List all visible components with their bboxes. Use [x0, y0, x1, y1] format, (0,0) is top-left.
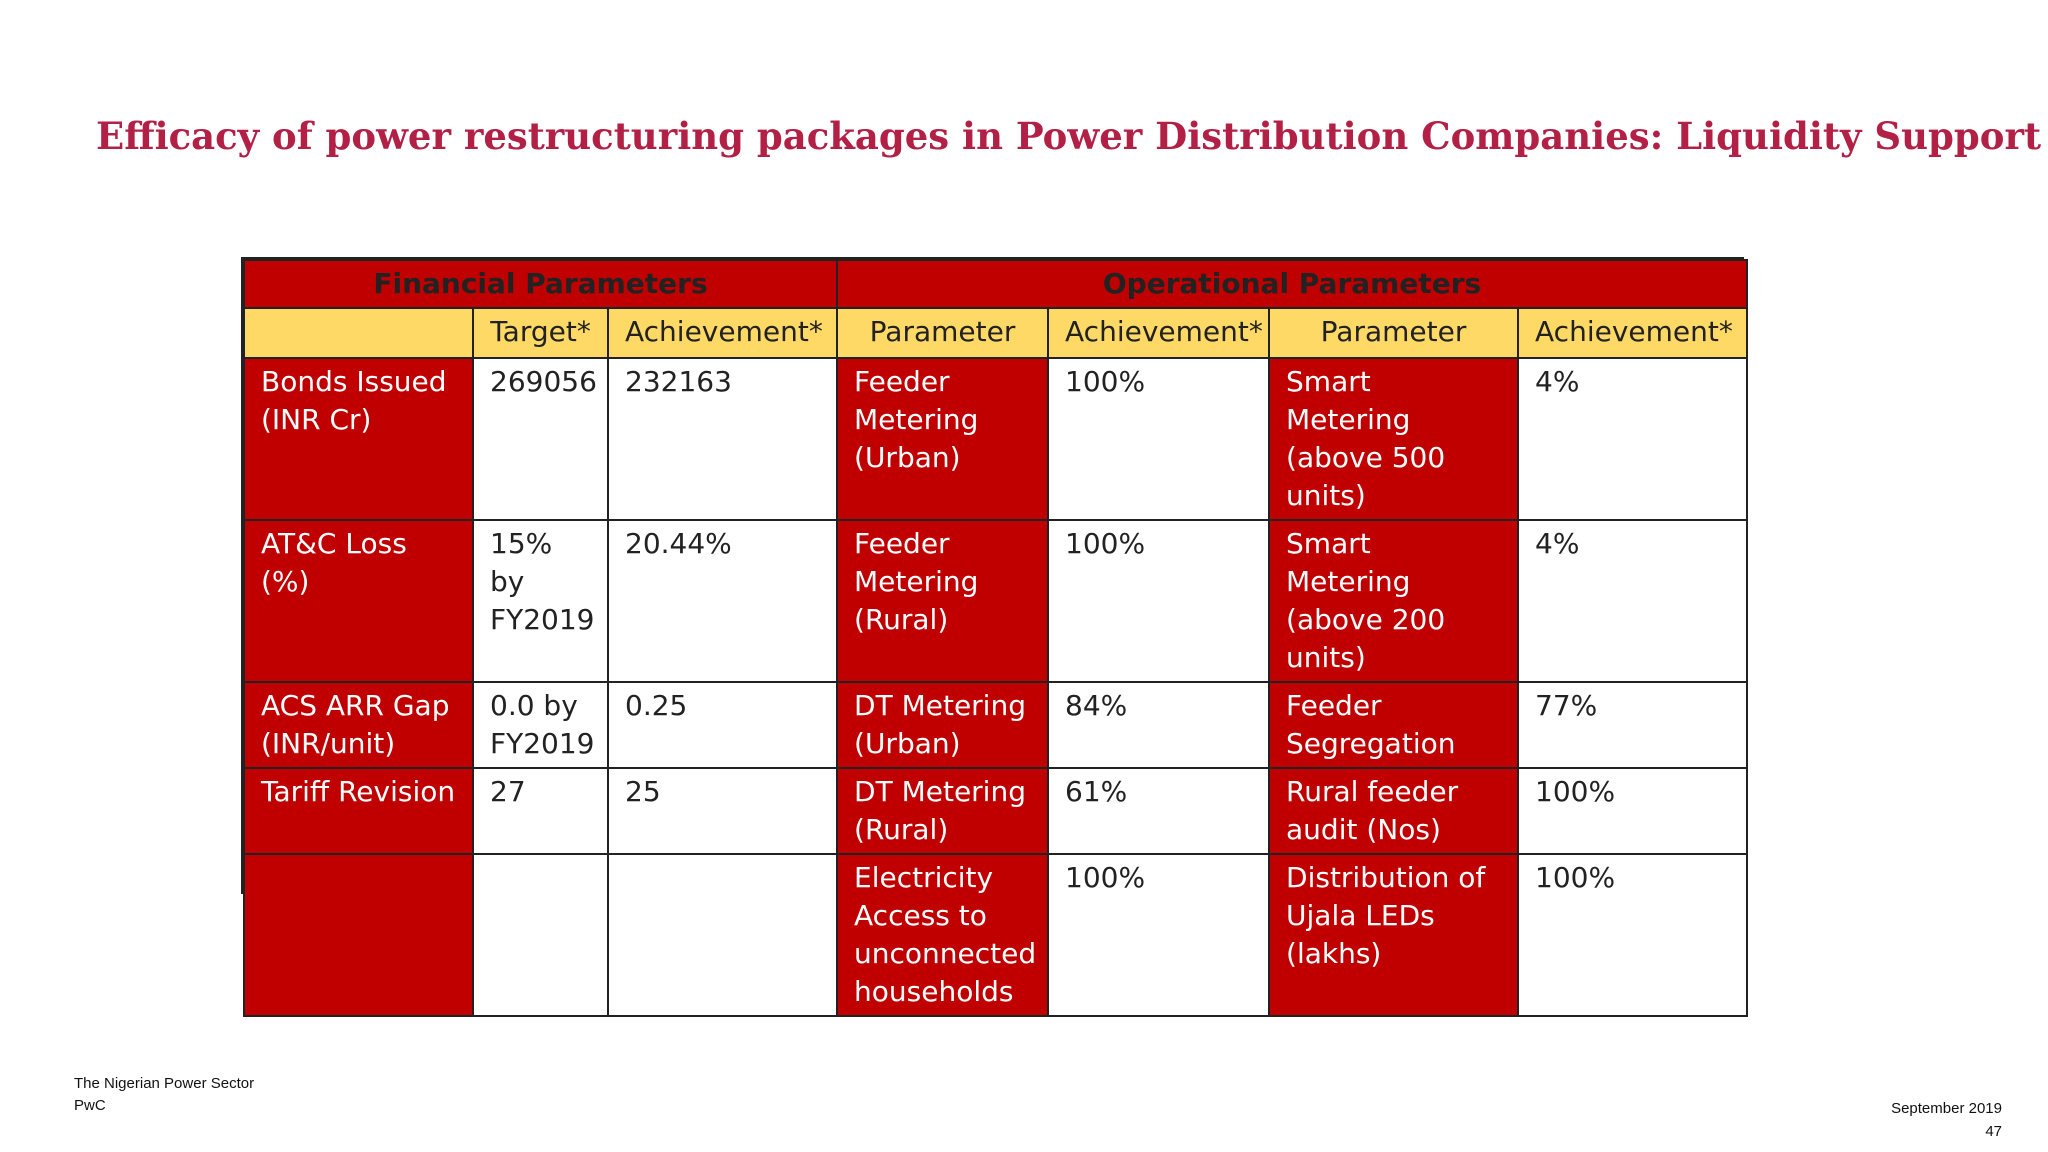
table-row — [244, 854, 1747, 1016]
column-header-row — [244, 308, 1747, 358]
financial-parameter-cell: Tariff Revision — [244, 768, 473, 854]
financial-parameter-cell: ACS ARR Gap (INR/unit) — [244, 682, 473, 768]
operational-parameter-header-1: Parameter — [837, 308, 1048, 358]
operational-parameter-cell: DT Metering (Rural) — [837, 768, 1048, 854]
operational-achievement-cell: 100% — [1048, 520, 1269, 682]
target-cell: 27 — [473, 768, 608, 854]
target-cell: 269056 — [473, 358, 608, 520]
operational-parameter-cell: Rural feeder audit (Nos) — [1269, 768, 1518, 854]
target-cell — [473, 854, 608, 1016]
operational-achievement-cell: 4% — [1518, 520, 1747, 682]
operational-achievement-cell: 100% — [1048, 854, 1269, 1016]
operational-parameter-cell: Feeder Metering (Rural) — [837, 520, 1048, 682]
financial-achievement-cell: 0.25 — [608, 682, 837, 768]
target-header: Target* — [473, 308, 608, 358]
financial-achievement-cell: 25 — [608, 768, 837, 854]
footer-right — [1891, 1097, 2002, 1143]
financial-parameter-cell: AT&C Loss (%) — [244, 520, 473, 682]
group-header-row — [244, 260, 1747, 308]
footer-left — [74, 1073, 254, 1117]
operational-parameter-header-2: Parameter — [1269, 308, 1518, 358]
operational-achievement-cell: 61% — [1048, 768, 1269, 854]
financial-achievement-cell — [608, 854, 837, 1016]
financial-parameters-header: Financial Parameters — [244, 260, 837, 308]
operational-achievement-cell: 100% — [1048, 358, 1269, 520]
report-date: September 2019 — [1891, 1100, 2002, 1117]
financial-achievement-header: Achievement* — [608, 308, 837, 358]
operational-achievement-cell: 100% — [1518, 854, 1747, 1016]
operational-achievement-cell: 100% — [1518, 768, 1747, 854]
operational-parameter-cell: Feeder Metering (Urban) — [837, 358, 1048, 520]
target-cell: 0.0 by FY2019 — [473, 682, 608, 768]
financial-achievement-cell: 232163 — [608, 358, 837, 520]
table-row — [244, 358, 1747, 520]
operational-achievement-cell: 4% — [1518, 358, 1747, 520]
operational-achievement-cell: 84% — [1048, 682, 1269, 768]
operational-parameter-cell: Distribution of Ujala LEDs (lakhs) — [1269, 854, 1518, 1016]
operational-parameters-header: Operational Parameters — [837, 260, 1747, 308]
parameters-table — [241, 257, 1744, 1008]
operational-parameter-cell: Feeder Segregation — [1269, 682, 1518, 768]
table-row — [244, 682, 1747, 768]
table-row — [244, 520, 1747, 682]
financial-blank-header — [244, 308, 473, 358]
operational-parameter-cell: DT Metering (Urban) — [837, 682, 1048, 768]
operational-achievement-header-2: Achievement* — [1518, 308, 1747, 358]
table-row — [244, 768, 1747, 854]
operational-achievement-header-1: Achievement* — [1048, 308, 1269, 358]
operational-parameter-cell: Smart Metering (above 500 units) — [1269, 358, 1518, 520]
operational-achievement-cell: 77% — [1518, 682, 1747, 768]
financial-parameter-cell: Bonds Issued (INR Cr) — [244, 358, 473, 520]
slide-title: Efficacy of power restructuring packages in Power Distribution Companies: Liquidity Support — [96, 114, 2042, 158]
page-number: 47 — [1985, 1123, 2002, 1140]
parameters-table-grid — [243, 259, 1748, 1017]
financial-parameter-cell — [244, 854, 473, 1016]
target-cell: 15% by FY2019 — [473, 520, 608, 682]
financial-achievement-cell: 20.44% — [608, 520, 837, 682]
company-name: PwC — [74, 1097, 106, 1114]
report-title: The Nigerian Power Sector — [74, 1075, 255, 1092]
operational-parameter-cell: Smart Metering (above 200 units) — [1269, 520, 1518, 682]
operational-parameter-cell: Electricity Access to unconnected households — [837, 854, 1048, 1016]
